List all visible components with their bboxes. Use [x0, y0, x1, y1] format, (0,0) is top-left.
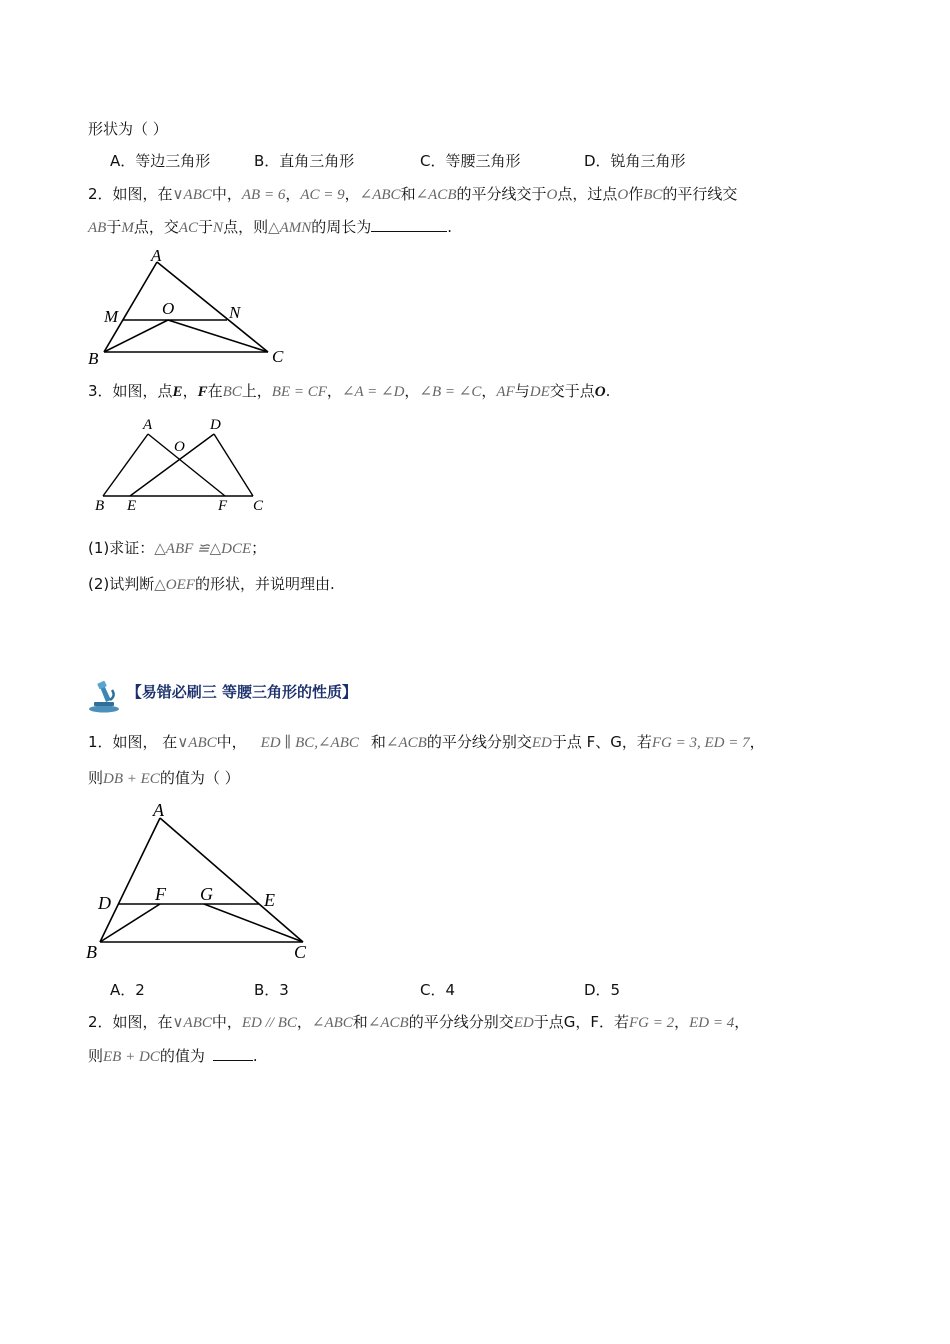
label-o: O: [174, 439, 185, 455]
answer-blank[interactable]: [371, 217, 447, 232]
s1-line2: 则DB + EC的值为（ ）: [88, 769, 240, 787]
label-g: G: [200, 884, 213, 904]
prev-option-b[interactable]: B．直角三角形: [254, 152, 355, 170]
section-header: [86, 678, 357, 714]
label-f: F: [155, 884, 166, 904]
label-a: A: [151, 246, 162, 265]
label-b: B: [86, 942, 97, 962]
prev-option-c[interactable]: C．等腰三角形: [420, 152, 521, 170]
figure-lines: [104, 262, 268, 352]
s1-option-d[interactable]: D．5: [584, 981, 621, 999]
label-o: O: [162, 299, 175, 318]
label-b: B: [95, 498, 105, 514]
answer-blank[interactable]: [213, 1046, 253, 1061]
label-e: E: [264, 890, 275, 910]
q3-part1: (1)求证：△ABF ≌△DCE；: [88, 539, 267, 557]
label-c: C: [294, 942, 307, 962]
q3-part2: (2)试判断△OEF的形状，并说明理由.: [88, 575, 335, 593]
s2-line1: 2．如图，在∨ABC中，ED // BC，∠ABC和∠ACB的平分线分别交ED于点G，F．若FG = 2，ED = 4，: [88, 1013, 750, 1031]
microscope-icon: [86, 678, 122, 714]
label-a: A: [153, 800, 164, 820]
section-title: 【易错必刷三 等腰三角形的性质】: [126, 682, 358, 701]
label-c: C: [272, 347, 284, 366]
prev-question-tail: 形状为（ ）: [88, 120, 168, 138]
label-n: N: [229, 303, 241, 322]
label-d: D: [98, 893, 111, 913]
figure-triangle-fg: [84, 798, 316, 966]
s2-line2: 则EB + DC的值为 .: [88, 1047, 258, 1065]
label-a: A: [143, 417, 153, 433]
label-b: B: [88, 349, 99, 368]
s1-line1: 1．如图， 在∨ABC中， ED ∥ BC,∠ABC 和∠ACB的平分线分别交ED于点 F、G，若FG = 3, ED = 7，: [88, 733, 765, 751]
s1-option-a[interactable]: A．2: [110, 981, 145, 999]
label-c: C: [253, 498, 264, 514]
figure-triangle-amn: [84, 244, 294, 369]
label-e: E: [127, 498, 137, 514]
s1-option-c[interactable]: C．4: [420, 981, 456, 999]
s1-option-b[interactable]: B．3: [254, 981, 289, 999]
label-d: D: [210, 417, 221, 433]
q2-line1: 2．如图，在∨ABC中，AB = 6，AC = 9，∠ABC和∠ACB的平分线交于O点，过点O作BC的平行线交: [88, 185, 738, 203]
prev-option-a[interactable]: A．等边三角形: [110, 152, 211, 170]
q2-line2: AB于M点，交AC于N点，则△AMN的周长为 .: [88, 218, 453, 236]
prev-option-d[interactable]: D．锐角三角形: [584, 152, 686, 170]
label-f: F: [218, 498, 228, 514]
figure-crossed-triangles: [90, 412, 280, 517]
label-m: M: [104, 307, 119, 326]
q3-line1: 3．如图，点E，F在BC上，BE = CF，∠A = ∠D，∠B = ∠C，AF与DE交于点O.: [88, 382, 611, 400]
